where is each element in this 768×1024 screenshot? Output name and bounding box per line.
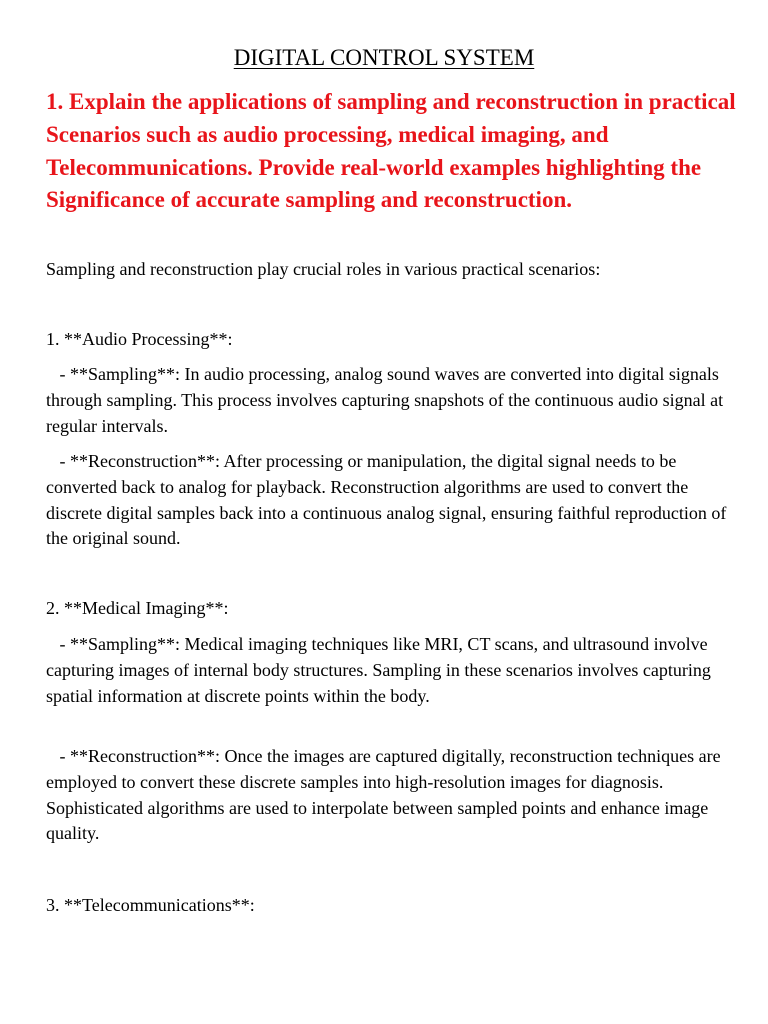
audio-reconstruction-paragraph: - **Reconstruction**: After processing or manipulation, the digital signal needs to be converted back to analog for playback. Reconstruction algorithms are used to convert the discrete digital samples back into a continuous analog signal, ensuring faithful reproduction of the original sound. xyxy=(46,451,731,549)
intro-paragraph: Sampling and reconstruction play crucial roles in various practical scenarios: xyxy=(46,259,601,279)
medical-reconstruction-paragraph: - **Reconstruction**: Once the images are captured digitally, reconstruction techniques are employed to convert these discrete samples into high-resolution images for diagnosis. Sophisticated algorithms are used to interpolate between sampled points and enhance image quality. xyxy=(46,746,726,844)
section-heading-audio: 1. **Audio Processing**: xyxy=(46,329,233,349)
section-heading-medical: 2. **Medical Imaging**: xyxy=(46,598,229,618)
section-heading-telecom: 3. **Telecommunications**: xyxy=(46,895,255,915)
question-heading: 1. Explain the applications of sampling and reconstruction in practical Scenarios such as audio processing, medical imaging, and Telecommunications. Provide real-world examples highlighting the Significance of accurate sampling and reconstruction. xyxy=(46,89,736,213)
audio-sampling-paragraph: - **Sampling**: In audio processing, analog sound waves are converted into digital signals through sampling. This process involves capturing snapshots of the continuous audio signal at regular intervals. xyxy=(46,364,728,436)
page-title: DIGITAL CONTROL SYSTEM xyxy=(233,45,535,70)
medical-sampling-paragraph: - **Sampling**: Medical imaging techniques like MRI, CT scans, and ultrasound involve capturing images of internal body structures. Sampling in these scenarios involves capturing spatial information at discrete points within the body. xyxy=(46,634,716,706)
